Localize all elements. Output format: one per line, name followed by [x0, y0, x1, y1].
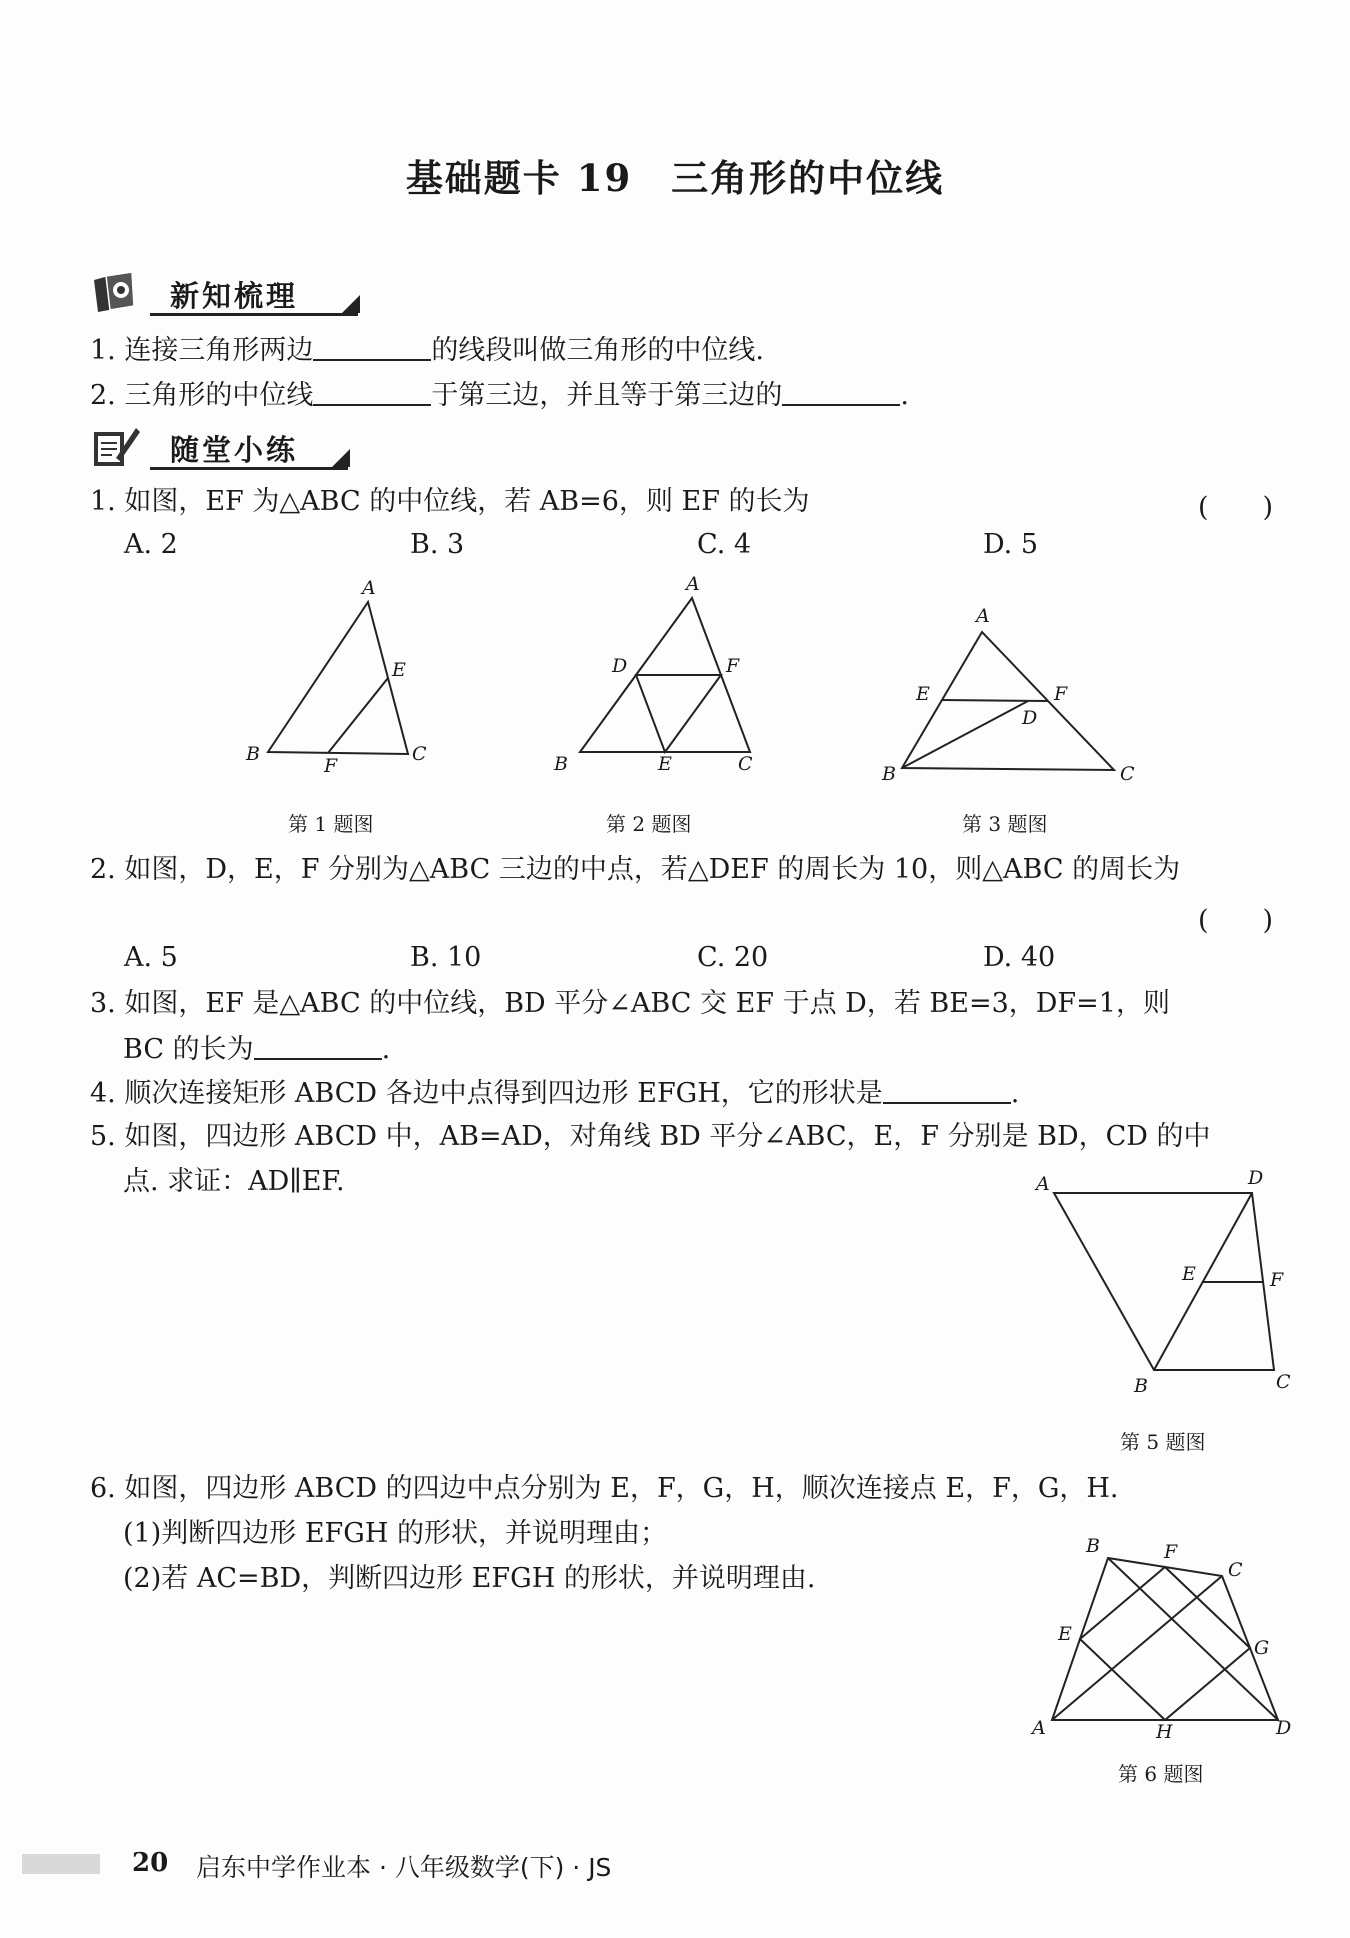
option-d: D. 5 [983, 529, 1039, 560]
question-4 [90, 1076, 1019, 1111]
point-label: E [658, 753, 672, 775]
point-label: F [1270, 1269, 1284, 1291]
point-label: C [1120, 763, 1135, 785]
question-text: 4. 顺次连接矩形 ABCD 各边中点得到四边形 EFGH，它的形状是 [90, 1078, 883, 1109]
point-label: H [1156, 1721, 1173, 1743]
question-5: 5. 如图，四边形 ABCD 中，AB=AD，对角线 BD 平分∠ABC，E，F 分别是 BD，CD 的中 [90, 1121, 1211, 1152]
knowledge-text: 于第三边，并且等于第三边的 [431, 380, 783, 411]
option-d: D. 40 [983, 942, 1056, 973]
point-label: D [612, 655, 628, 677]
knowledge-item-1 [90, 333, 764, 368]
point-label: B [1086, 1535, 1100, 1557]
option-b: B. 3 [410, 529, 465, 560]
knowledge-item-2 [90, 378, 909, 413]
point-label: F [726, 655, 740, 677]
point-label: A [686, 573, 700, 595]
section-arrow-icon [342, 295, 360, 313]
figure-6 [1030, 1535, 1300, 1743]
footer-bar [22, 1854, 100, 1874]
point-label: D [1276, 1717, 1292, 1739]
figure-5-caption: 第 5 题图 [1120, 1430, 1206, 1454]
point-label: D [1248, 1167, 1264, 1189]
point-label: C [412, 743, 427, 765]
knowledge-text: 2. 三角形的中位线 [90, 380, 314, 411]
point-label: A [362, 577, 376, 599]
fill-blank [782, 378, 900, 406]
point-label: E [392, 659, 406, 681]
point-label: D [1022, 707, 1038, 729]
question-text: . [1010, 1078, 1020, 1109]
option-c: C. 4 [697, 529, 752, 560]
fill-blank [313, 378, 431, 406]
segment-ef [942, 700, 1048, 701]
point-label: B [882, 763, 896, 785]
question-3-cont [123, 1032, 390, 1067]
point-label: E [1182, 1263, 1196, 1285]
question-6-part-1: (1)判断四边形 EFGH 的形状，并说明理由； [123, 1518, 667, 1549]
fill-blank [883, 1076, 1011, 1104]
point-label: G [1254, 1637, 1270, 1659]
point-label: B [1134, 1375, 1148, 1397]
figure-1-caption: 第 1 题图 [288, 812, 374, 836]
section-label: 新知梳理 [170, 279, 299, 313]
option-c: C. 20 [697, 942, 769, 973]
answer-paren: ( ) [1198, 905, 1274, 936]
point-label: C [1276, 1371, 1291, 1393]
question-2: 2. 如图，D，E，F 分别为△ABC 三边的中点，若△DEF 的周长为 10，则△ABC 的周长为 [90, 854, 1181, 885]
question-3: 3. 如图，EF 是△ABC 的中位线，BD 平分∠ABC 交 EF 于点 D，若 BE=3，DF=1，则 [90, 988, 1170, 1019]
knowledge-text: 的线段叫做三角形的中位线. [431, 335, 764, 366]
point-label: A [976, 605, 990, 627]
book-title: 启东中学作业本 · 八年级数学(下) · JS [196, 1853, 612, 1882]
point-label: E [916, 683, 930, 705]
figure-3-caption: 第 3 题图 [962, 812, 1048, 836]
page-footer [0, 1848, 1350, 1888]
option-b: B. 10 [410, 942, 482, 973]
point-label: E [1058, 1623, 1072, 1645]
question-text: BC 的长为 [123, 1034, 254, 1065]
section-new-knowledge [90, 270, 358, 316]
cards-icon [90, 270, 142, 314]
point-label: C [1228, 1559, 1243, 1581]
section-arrow-icon [332, 449, 350, 467]
section-practice [90, 424, 348, 470]
knowledge-text: 1. 连接三角形两边 [90, 335, 314, 366]
point-label: A [1032, 1717, 1046, 1739]
figure-5 [1030, 1160, 1300, 1404]
fill-blank [313, 333, 431, 361]
figure-2 [550, 572, 770, 776]
triangle-def [636, 675, 721, 752]
question-6: 6. 如图，四边形 ABCD 的四边中点分别为 E，F，G，H，顺次连接点 E，F，G，H. [90, 1473, 1119, 1504]
section-underline [150, 467, 348, 470]
figure-6-caption: 第 6 题图 [1118, 1762, 1204, 1786]
knowledge-text: . [900, 380, 909, 411]
point-label: F [324, 755, 338, 777]
quadrilateral-abcd [1052, 1558, 1278, 1720]
figure-3 [880, 605, 1140, 792]
section-underline [150, 313, 358, 316]
section-label: 随堂小练 [170, 433, 299, 467]
quadrilateral-efgh [1080, 1567, 1250, 1720]
point-label: A [1036, 1173, 1050, 1195]
question-1: 1. 如图，EF 为△ABC 的中位线，若 AB=6，则 EF 的长为 [90, 486, 810, 517]
point-label: C [738, 753, 753, 775]
figure-1 [240, 572, 440, 776]
answer-paren: ( ) [1198, 492, 1274, 523]
segment-ef [328, 678, 388, 753]
option-a: A. 5 [124, 942, 178, 973]
figure-2-caption: 第 2 题图 [606, 812, 692, 836]
question-5-cont: 点. 求证：AD∥EF. [123, 1166, 345, 1197]
notebook-pen-icon [90, 424, 142, 468]
point-label: F [1164, 1541, 1178, 1563]
point-label: B [554, 753, 568, 775]
point-label: F [1054, 683, 1068, 705]
page-title: 基础题卡 19 三角形的中位线 [405, 156, 945, 200]
question-6-part-2: (2)若 AC=BD，判断四边形 EFGH 的形状，并说明理由. [123, 1563, 816, 1594]
fill-blank [254, 1032, 382, 1060]
page-number: 20 [132, 1848, 169, 1878]
question-text: . [381, 1034, 391, 1065]
point-label: B [246, 743, 260, 765]
option-a: A. 2 [124, 529, 178, 560]
